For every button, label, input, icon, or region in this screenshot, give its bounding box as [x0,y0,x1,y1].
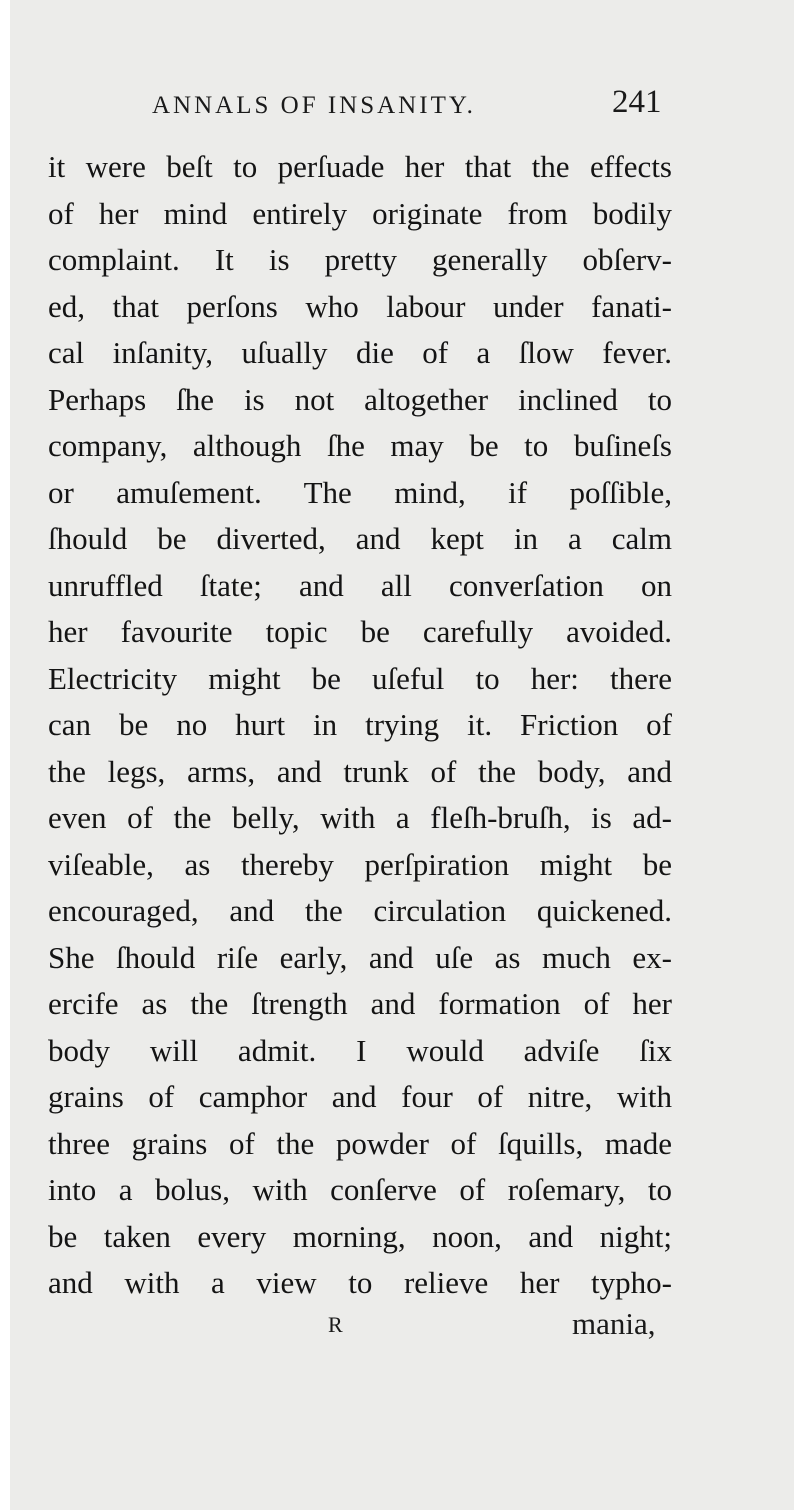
text-line: body will admit. I would adviſe ſix [48,1032,672,1068]
text-line: can be no hurt in trying it. Friction of [48,707,672,742]
text-line: viſeable, as thereby perſpiration might be [48,846,672,882]
text-line: company, although ſhe may be to buſineſs [48,428,672,463]
text-line: unruffled ſtate; and all converſation on [48,567,672,603]
text-line: complaint. It is pretty generally obſerv- [48,242,672,277]
text-line: grains of camphor and four of nitre, with [48,1079,672,1114]
text-line: her favourite topic be carefully avoided. [48,614,672,649]
text-line: be taken every morning, noon, and night; [48,1218,672,1254]
page-edge-left [0,0,10,1510]
text-line: into a bolus, with conſerve of roſemary, to [48,1172,672,1207]
text-line: it were beſt to perſuade her that the effects [48,149,672,184]
signature-mark: R [328,1312,343,1337]
text-line: ed, that perſons who labour under fanati- [48,288,672,324]
page-header [0,84,800,128]
running-head: ANNALS OF INSANITY. [152,92,476,119]
page-number: 241 [612,84,662,120]
text-line: She ſhould riſe early, and uſe as much ex- [48,939,672,975]
text-line: of her mind entirely originate from bodily [48,195,672,231]
text-line: cal inſanity, uſually die of a ſlow fever. [48,335,672,370]
text-line: ſhould be diverted, and kept in a calm [48,521,672,556]
text-line: three grains of the powder of ſquills, made [48,1125,672,1161]
text-line: Perhaps ſhe is not altogether inclined to [48,381,672,417]
text-line: or amuſement. The mind, if poſſible, [48,474,672,510]
text-line: ercife as the ſtrength and formation of her [48,986,672,1021]
catchword: mania, [572,1306,656,1341]
page-footer [0,1308,800,1348]
text-line: and with a view to relieve her typho- [48,1265,672,1300]
text-line: the legs, arms, and trunk of the body, and [48,753,672,789]
text-line: encouraged, and the circulation quickened. [48,893,672,928]
body-text [48,144,672,1307]
page-edge-right [794,0,800,1510]
text-line: Electricity might be uſeful to her: there [48,660,672,696]
text-line: even of the belly, with a fleſh-bruſh, is ad- [48,800,672,835]
